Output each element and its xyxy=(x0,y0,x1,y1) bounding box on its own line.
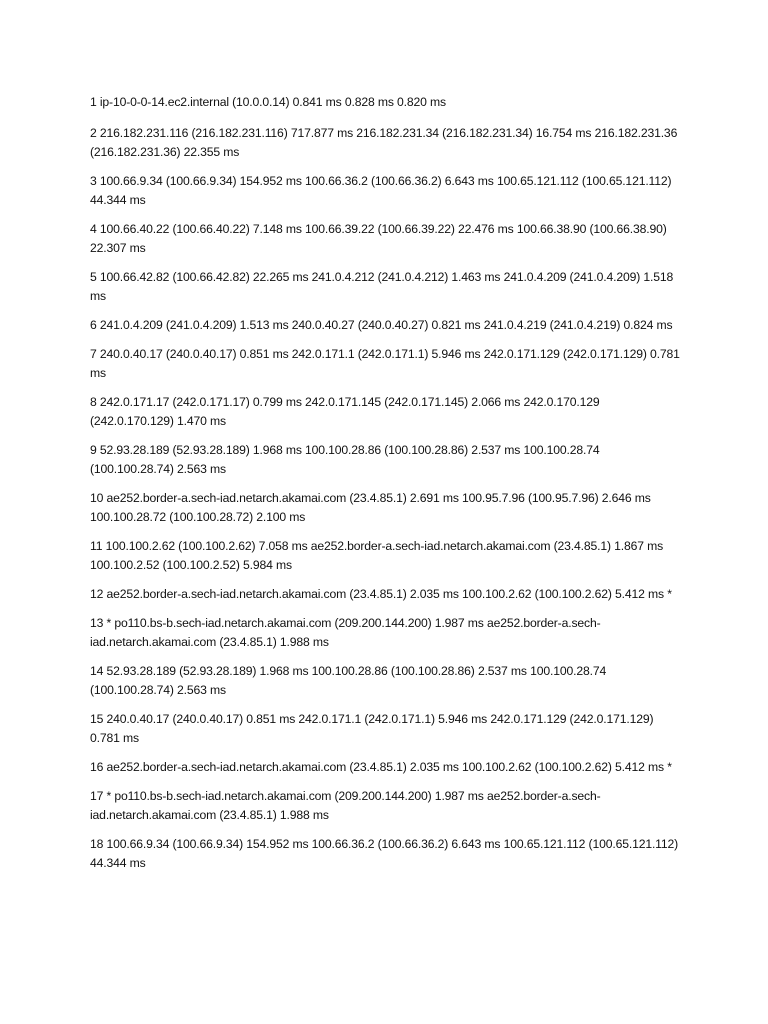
traceroute-document xyxy=(90,93,680,883)
hop-line-18: 18 100.66.9.34 (100.66.9.34) 154.952 ms 100.66.36.2 (100.66.36.2) 6.643 ms 100.65.121.112 (100.65.121.112) 44.344 ms xyxy=(90,837,679,870)
hop-line-13: 13 * po110.bs-b.sech-iad.netarch.akamai.com (209.200.144.200) 1.987 ms ae252.border-a.sech-iad.netarch.akamai.com (23.4.85.1) 1.988 ms xyxy=(90,616,601,649)
hop-line-7: 7 240.0.40.17 (240.0.40.17) 0.851 ms 242.0.171.1 (242.0.171.1) 5.946 ms 242.0.171.129 (242.0.171.129) 0.781 ms xyxy=(90,347,680,380)
hop-line-11: 11 100.100.2.62 (100.100.2.62) 7.058 ms ae252.border-a.sech-iad.netarch.akamai.com (23.4.85.1) 1.867 ms 100.100.2.52 (100.100.2.52) 5.984 ms xyxy=(90,539,664,572)
hop-line-15: 15 240.0.40.17 (240.0.40.17) 0.851 ms 242.0.171.1 (242.0.171.1) 5.946 ms 242.0.171.129 (242.0.171.129) 0.781 ms xyxy=(90,712,654,745)
hop-line-14: 14 52.93.28.189 (52.93.28.189) 1.968 ms 100.100.28.86 (100.100.28.86) 2.537 ms 100.100.28.74 (100.100.28.74) 2.563 ms xyxy=(90,664,607,697)
hop-line-3: 3 100.66.9.34 (100.66.9.34) 154.952 ms 100.66.36.2 (100.66.36.2) 6.643 ms 100.65.121.112 (100.65.121.112) 44.344 ms xyxy=(90,174,672,207)
hop-line-5: 5 100.66.42.82 (100.66.42.82) 22.265 ms 241.0.4.212 (241.0.4.212) 1.463 ms 241.0.4.209 (241.0.4.209) 1.518 ms xyxy=(90,270,674,303)
hop-line-16: 16 ae252.border-a.sech-iad.netarch.akamai.com (23.4.85.1) 2.035 ms 100.100.2.62 (100.100.2.62) 5.412 ms * xyxy=(90,760,672,774)
hop-line-4: 4 100.66.40.22 (100.66.40.22) 7.148 ms 100.66.39.22 (100.66.39.22) 22.476 ms 100.66.38.90 (100.66.38.90) 22.307 ms xyxy=(90,222,667,255)
hop-line-6: 6 241.0.4.209 (241.0.4.209) 1.513 ms 240.0.40.27 (240.0.40.27) 0.821 ms 241.0.4.219 (241.0.4.219) 0.824 ms xyxy=(90,318,673,332)
hop-line-12: 12 ae252.border-a.sech-iad.netarch.akamai.com (23.4.85.1) 2.035 ms 100.100.2.62 (100.100.2.62) 5.412 ms * xyxy=(90,587,672,601)
hop-line-9: 9 52.93.28.189 (52.93.28.189) 1.968 ms 100.100.28.86 (100.100.28.86) 2.537 ms 100.100.28.74 (100.100.28.74) 2.563 ms xyxy=(90,443,600,476)
hop-line-17: 17 * po110.bs-b.sech-iad.netarch.akamai.com (209.200.144.200) 1.987 ms ae252.border-a.sech-iad.netarch.akamai.com (23.4.85.1) 1.988 ms xyxy=(90,789,601,822)
hop-line-1: 1 ip-10-0-0-14.ec2.internal (10.0.0.14) 0.841 ms 0.828 ms 0.820 ms xyxy=(90,95,446,109)
hop-line-2: 2 216.182.231.116 (216.182.231.116) 717.877 ms 216.182.231.34 (216.182.231.34) 16.754 ms 216.182.231.36 (216.182.231.36) 22.355 ms xyxy=(90,126,678,159)
hop-line-8: 8 242.0.171.17 (242.0.171.17) 0.799 ms 242.0.171.145 (242.0.171.145) 2.066 ms 242.0.170.129 (242.0.170.129) 1.470 ms xyxy=(90,395,600,428)
hop-line-10: 10 ae252.border-a.sech-iad.netarch.akamai.com (23.4.85.1) 2.691 ms 100.95.7.96 (100.95.7.96) 2.646 ms 100.100.28.72 (100.100.28.72) 2.100 ms xyxy=(90,491,651,524)
